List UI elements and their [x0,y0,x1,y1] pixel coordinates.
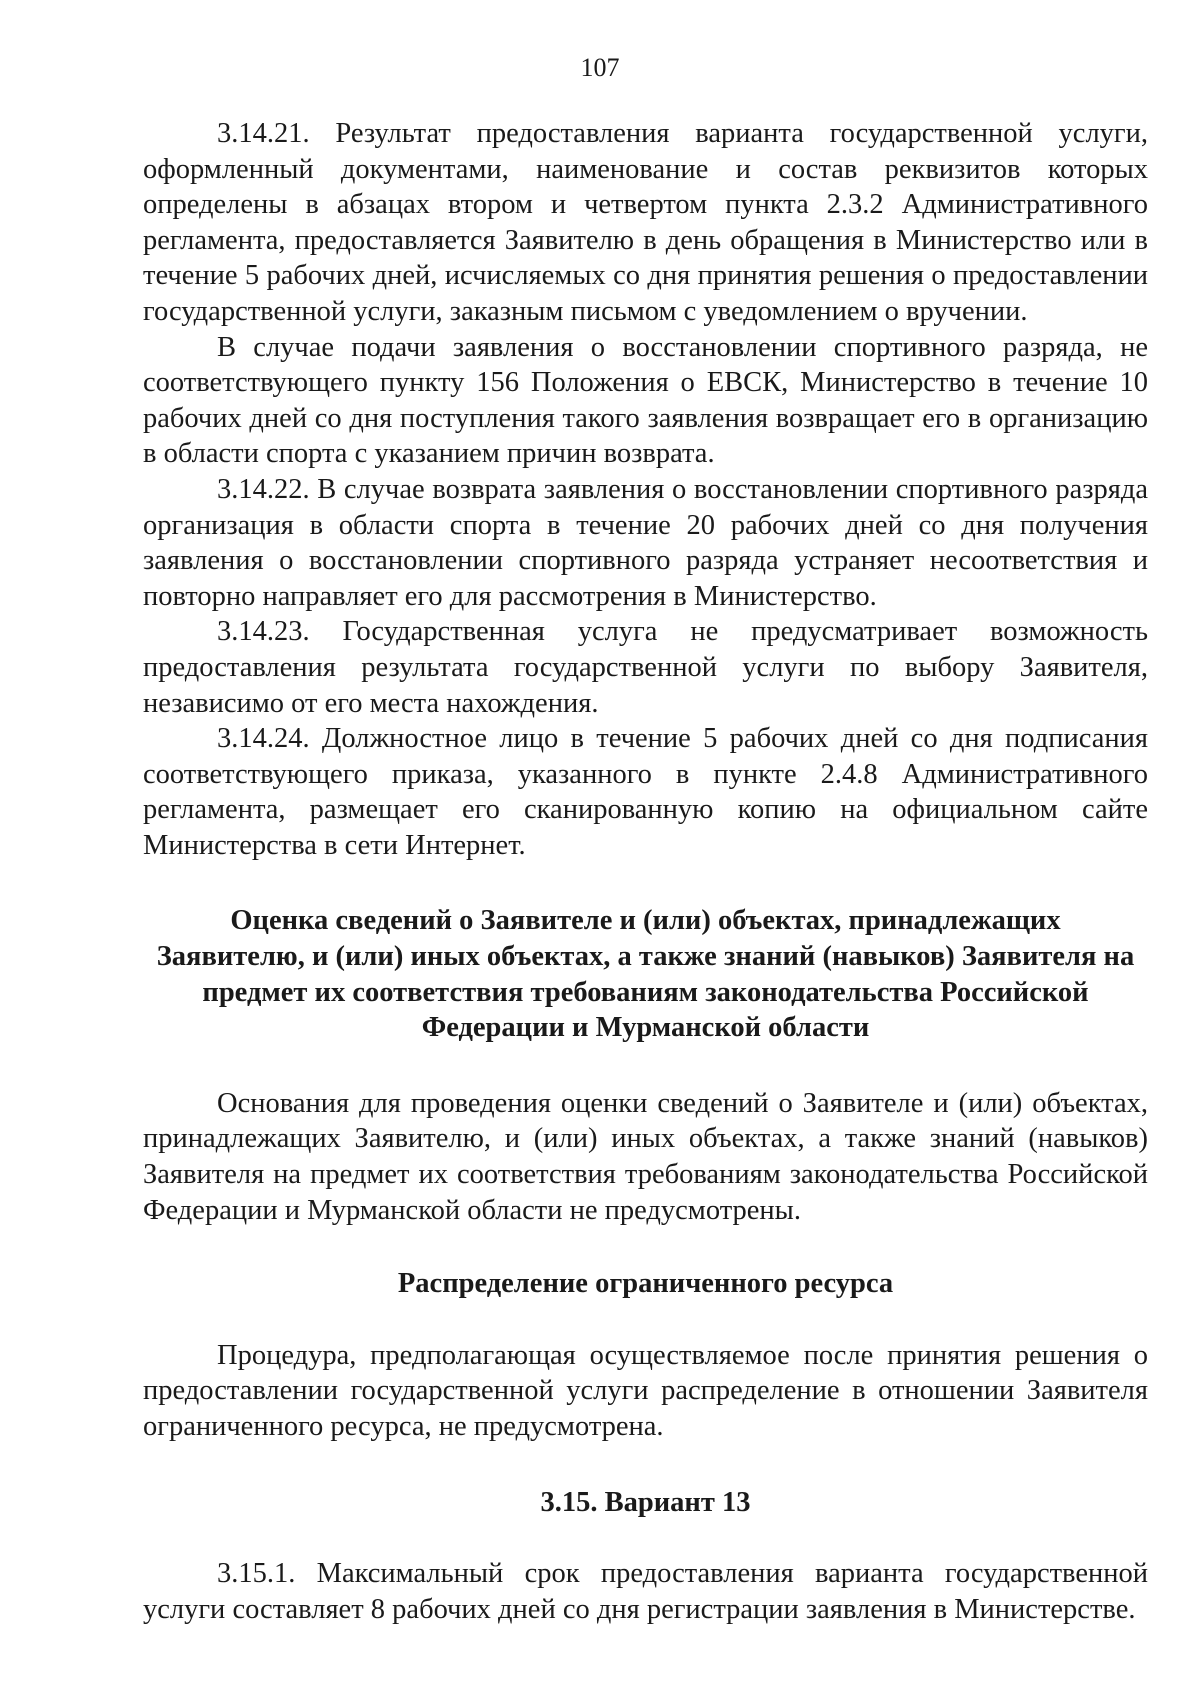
assessment-heading-line-2: Заявителю, и (или) иных объектах, а также знаний (навыков) Заявителя на [156,941,1135,973]
paragraph-3-14-24: 3.14.24. Должностное лицо в течение 5 рабочих дней со дня подписания соответствующего приказа, указанного в пункте 2.4.8 Административного регламента, размещает его сканированную копию на официальном сайте Министерства в сети Интернет. [143,723,1148,861]
paragraph-3-15-1: 3.15.1. Максимальный срок предоставления варианта государственной услуги составляет 8 рабочих дней со дня регистрации заявления в Министерстве. [143,1558,1148,1625]
assessment-heading-line-3: предмет их соответствия требованиям законодательства Российской [202,976,1089,1008]
paragraph-3-14-21: 3.14.21. Результат предоставления варианта государственной услуги, оформленный документами, наименование и состав реквизитов которых определены в абзацах втором и четвертом пункта 2.3.2 Административного регламента, предоставляется Заявителю в день обращения в Министерство или в течение 5 рабочих дней, исчисляемых со дня принятия решения о предоставлении государственной услуги, заказным письмом с уведомлением о вручении. [143,118,1148,327]
paragraph-3-14-23: 3.14.23. Государственная услуга не предусматривает возможность предоставления результата государственной услуги по выбору Заявителя, независимо от его места нахождения. [143,616,1148,719]
paragraph-return-notice: В случае подачи заявления о восстановлении спортивного разряда, не соответствующего пункту 156 Положения о ЕВСК, Министерство в течение 10 рабочих дней со дня поступления такого заявления возвращает его в организацию в области спорта с указанием причин возврата. [143,331,1148,470]
resource-heading: Распределение ограниченного ресурса [397,1268,894,1300]
assessment-paragraph: Основания для проведения оценки сведений о Заявителе и (или) объектах, принадлежащих Заявителю, и (или) иных объектах, а также знаний (навыков) Заявителя на предмет их соответствия требованиям законодательства Российской Федерации и Мурманской области не предусмотрены. [143,1087,1148,1226]
assessment-heading-line-4: Федерации и Мурманской области [421,1012,870,1044]
assessment-heading [143,903,1148,1045]
document-body [143,116,1148,1627]
assessment-heading-line-1: Оценка сведений о Заявителе и (или) объектах, принадлежащих [230,905,1061,937]
paragraph-3-14-22: 3.14.22. В случае возврата заявления о восстановлении спортивного разряда организация в области спорта в течение 20 рабочих дней со дня получения заявления о восстановлении спортивного разряда устраняет несоответствия и повторно направляет его для рассмотрения в Министерство. [143,473,1148,612]
resource-paragraph: Процедура, предполагающая осуществляемое после принятия решения о предоставлении государственной услуги распределение в отношении Заявителя ограниченного ресурса, не предусмотрена. [143,1339,1148,1442]
page-number: 107 [580,53,620,82]
variant-heading: 3.15. Вариант 13 [540,1486,751,1518]
